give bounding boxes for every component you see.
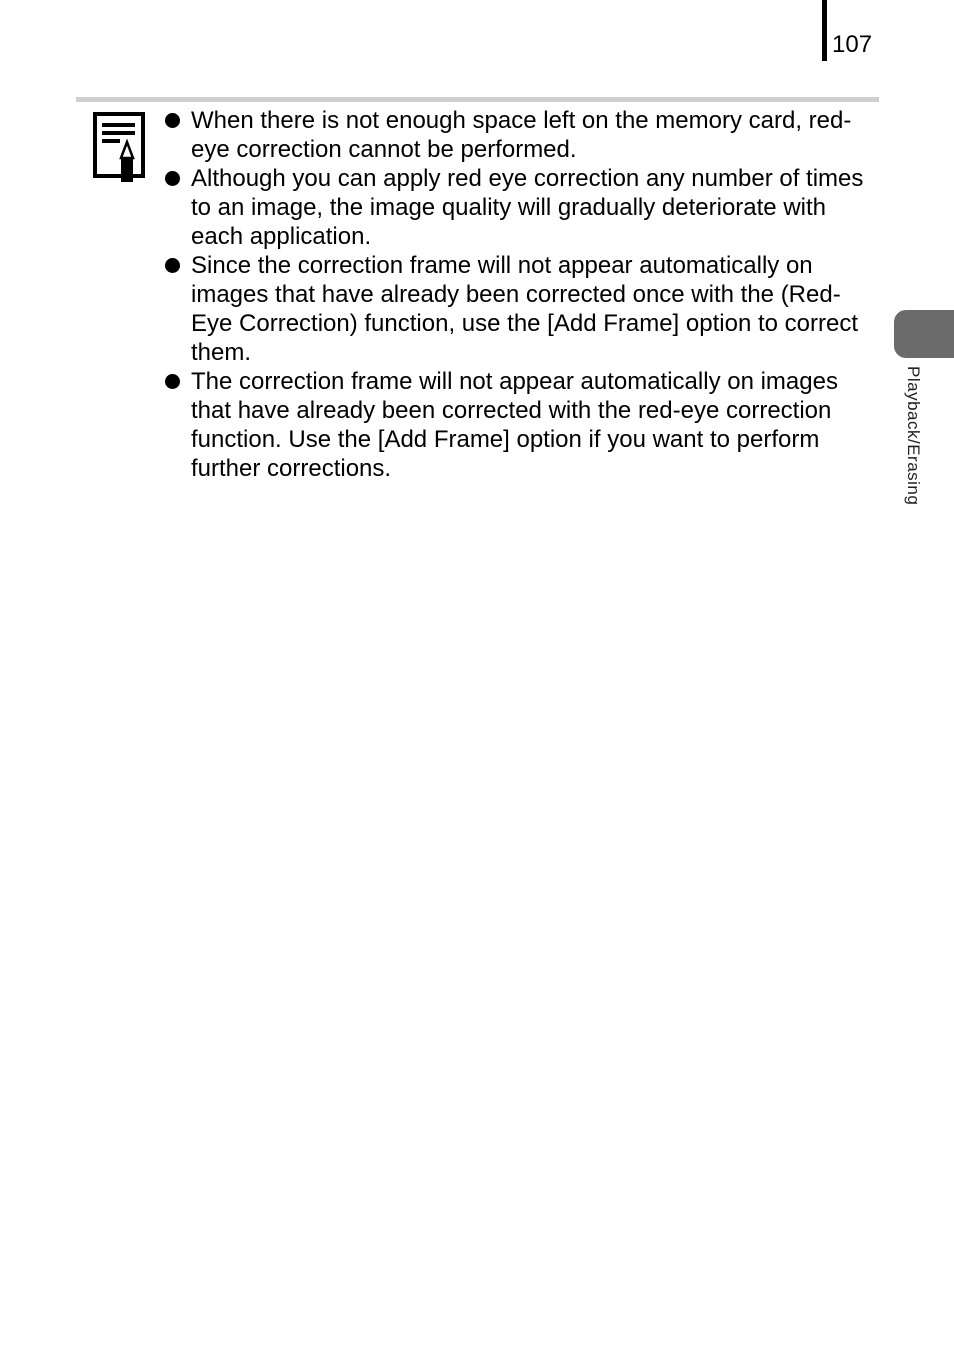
- bullet-icon: [165, 171, 180, 186]
- note-item-text: The correction frame will not appear automatically on images that have already been corrected with the red-eye correction function. Use the [Add Frame] option if you want to perform further corrections.: [191, 368, 838, 482]
- note-item: [163, 367, 875, 483]
- section-tab: [894, 310, 954, 358]
- bullet-icon: [165, 113, 180, 128]
- note-item-text: When there is not enough space left on the memory card, red-eye correction cannot be performed.: [191, 107, 852, 163]
- bullet-icon: [165, 374, 180, 389]
- memo-pencil-icon: [93, 112, 147, 184]
- note-item: [163, 106, 875, 164]
- note-item-text: Although you can apply red eye correction any number of times to an image, the image quality will gradually deteriorate with each application.: [191, 165, 864, 250]
- section-divider: [76, 97, 879, 102]
- note-item: [163, 251, 875, 367]
- section-tab-label: Playback/Erasing: [904, 366, 923, 506]
- page-number-bar: [822, 0, 827, 61]
- note-item-text: Since the correction frame will not appear automatically on images that have already been corrected once with the (Red-Eye Correction) function, use the [Add Frame] option to correct them.: [191, 252, 858, 366]
- note-item: [163, 164, 875, 251]
- page-number: 107: [832, 31, 873, 58]
- bullet-icon: [165, 258, 180, 273]
- note-list: [163, 106, 875, 483]
